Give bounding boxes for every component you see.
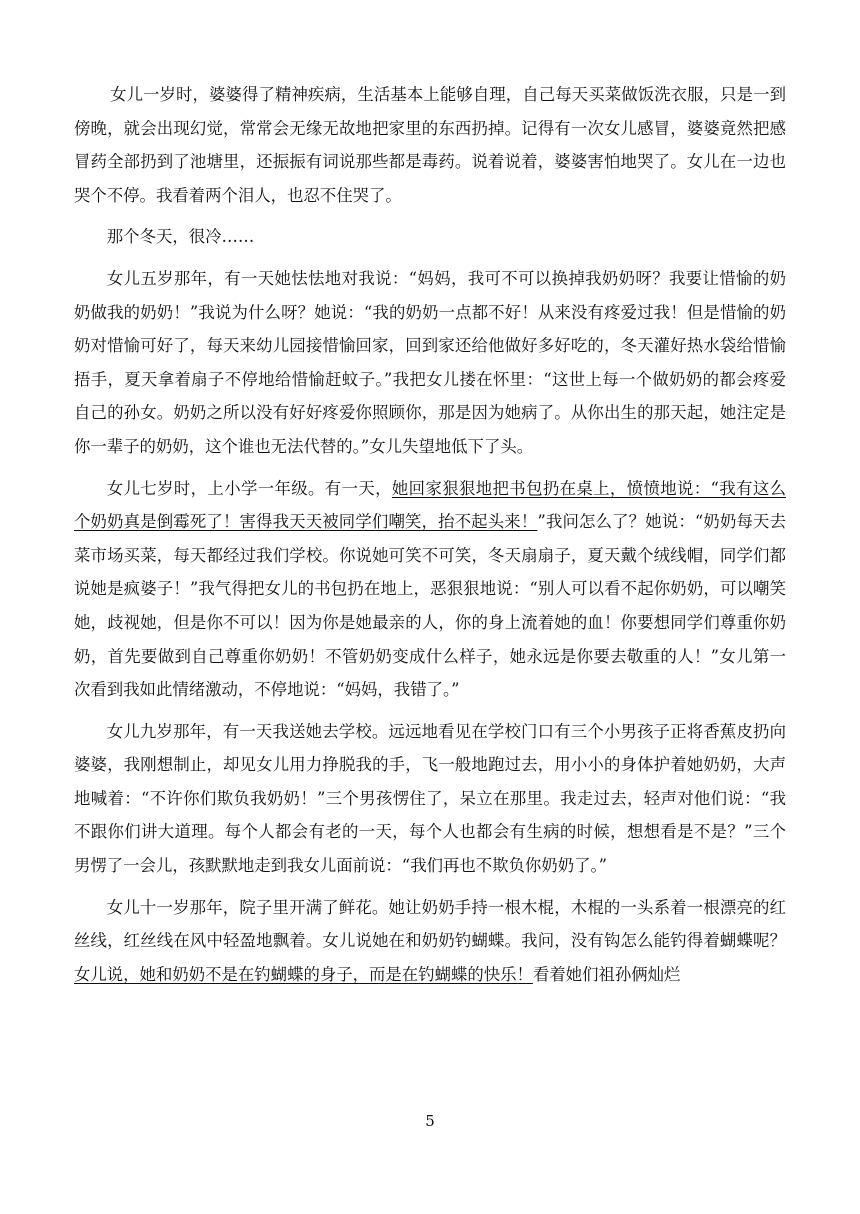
paragraph-text: 看着她们祖孙俩灿烂 xyxy=(532,964,681,984)
paragraph-text: 那个冬天，很冷…… xyxy=(106,227,255,247)
paragraph-3 xyxy=(74,262,786,464)
paragraph-text: 女儿九岁那年，有一天我送她去学校。远远地看见在学校门口有三个小男孩子正将香蕉皮扔向婆婆，我刚想制止，却见女儿用力挣脱我的手，飞一般地跑过去，用小小的身体护着她奶奶，大声地喊着：“不许你们欺负我奶奶！”三个男孩愣住了，呆立在那里。我走过去，轻声对他们说：“我不跟你们讲大道理。每个人都会有老的一天，每个人也都会有生病的时候，想想看是不是？”三个男愣了一会儿，孩默默地走到我女儿面前说：“我们再也不欺负你奶奶了。” xyxy=(74,721,786,876)
page-number: 5 xyxy=(425,1112,435,1130)
underlined-sentence: 她回家狠狠地把书包扔在桌上，愤愤地说：“我有这么个奶奶真是倒霉死了！害得我天天被同学们嘲笑，抬不起头来！ xyxy=(74,478,787,532)
paragraph-2 xyxy=(74,220,786,254)
paragraph-text: 女儿七岁时，上小学一年级。有一天， xyxy=(106,478,392,498)
underlined-sentence: 女儿说，她和奶奶不是在钓蝴蝶的身子，而是在钓蝴蝶的快乐！ xyxy=(74,964,533,984)
paragraph-5 xyxy=(74,715,786,883)
paragraph-text: 女儿五岁那年，有一天她怯怯地对我说：“妈妈，我可不可以换掉我奶奶呀？我要让惜愉的奶奶做我的奶奶！”我说为什么呀？她说：“我的奶奶一点都不好！从来没有疼爱过我！但是惜愉的奶奶对惜愉可好了，每天来幼儿园接惜愉回家，回到家还给他做好多好吃的，冬天灌好热水袋给惜愉捂手，夏天拿着扇子不停地给惜愉赶蚊子。”我把女儿搂在怀里：“这世上每一个做奶奶的都会疼爱自己的孙女。奶奶之所以没有好好疼爱你照顾你，那是因为她病了。从你出生的那天起，她注定是你一辈子的奶奶，这个谁也无法代替的。”女儿失望地低下了头。 xyxy=(74,268,786,456)
paragraph-1 xyxy=(74,78,786,212)
paragraph-text: ”我问怎么了？她说：“奶奶每天去菜市场买菜，每天都经过我们学校。你说她可笑不可笑，冬天扇扇子，夏天戴个绒线帽，同学们都说她是疯婆子！”我气得把女儿的书包扔在地上，恶狠狠地说：“别人可以看不起你奶奶，可以嘲笑她，歧视她，但是你不可以！因为你是她最亲的人，你的身上流着她的血！你要想同学们尊重你奶奶，首先要做到自己尊重你奶奶！不管奶奶变成什么样子，她永远是你要去敬重的人！”女儿第一次看到我如此情绪激动，不停地说：“妈妈，我错了。” xyxy=(74,512,786,700)
paragraph-text: 女儿一岁时，婆婆得了精神疾病，生活基本上能够自理，自己每天买菜做饭洗衣服，只是一到傍晚，就会出现幻觉，常常会无缘无故地把家里的东西扔掉。记得有一次女儿感冒，婆婆竟然把感冒药全部扔到了池塘里，还振振有词说那些都是毒药。说着说着，婆婆害怕地哭了。女儿在一边也哭个不停。我看着两个泪人，也忍不住哭了。 xyxy=(74,85,786,205)
paragraph-text: 女儿十一岁那年，院子里开满了鲜花。她让奶奶手持一根木棍，木棍的一头系着一根漂亮的红丝线，红丝线在风中轻盈地飘着。女儿说她在和奶奶钓蝴蝶。我问，没有钩怎么能钓得着蝴蝶呢？ xyxy=(74,897,786,951)
paragraph-4 xyxy=(74,472,786,707)
document-body xyxy=(74,78,786,999)
paragraph-6 xyxy=(74,891,786,992)
